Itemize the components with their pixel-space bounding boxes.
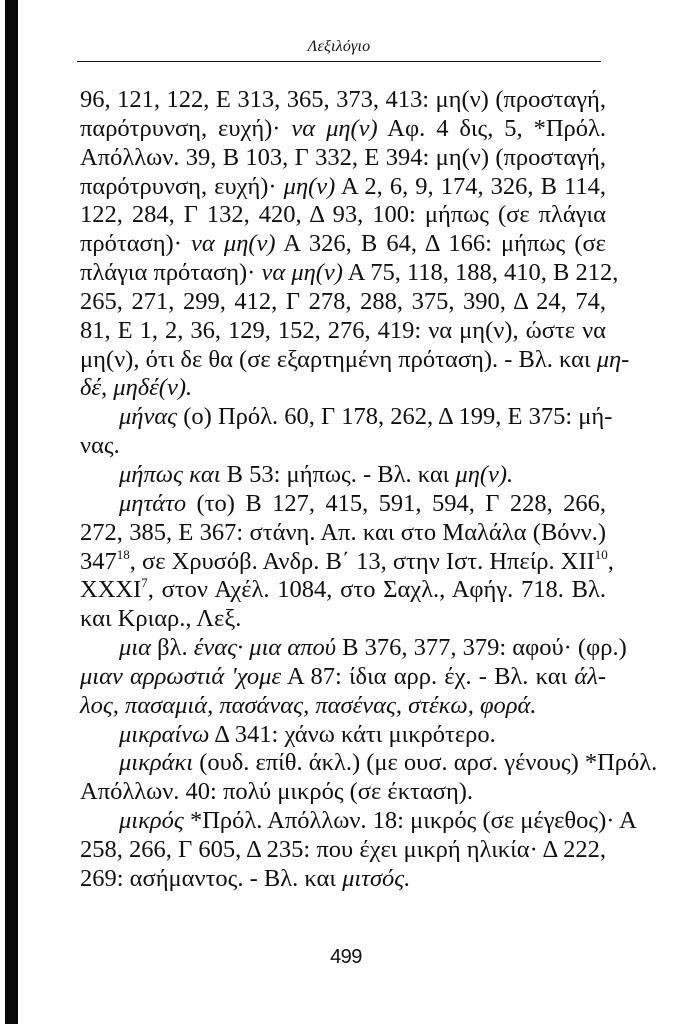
dictionary-entries bbox=[80, 86, 658, 894]
text-line bbox=[80, 663, 606, 692]
italic-term: μητάτο bbox=[119, 489, 187, 517]
italic-term: μη(ν). bbox=[455, 460, 514, 488]
text-run: Α 75, 118, 188, 410, Β 212, bbox=[342, 259, 619, 287]
italic-term: άλ- bbox=[574, 662, 606, 690]
text-line bbox=[80, 490, 606, 519]
text-line bbox=[80, 173, 606, 202]
text-run: Απόλλων. 40: πολύ μικρός (σε έκταση). bbox=[80, 778, 474, 806]
text-line bbox=[80, 374, 606, 403]
italic-term: μια bbox=[119, 634, 151, 662]
text-run: 258, 266, Γ 605, Δ 235: που έχει μικρή ηλικία· Δ 222, bbox=[80, 835, 606, 863]
text-line bbox=[80, 778, 606, 807]
text-run: παρότρυνση, ευχή)· bbox=[80, 114, 292, 142]
italic-term: μικρός bbox=[119, 807, 184, 835]
text-run: Δ 341: χάνω κάτι μικρότερο. bbox=[209, 720, 496, 748]
text-line bbox=[80, 461, 606, 490]
text-line bbox=[80, 519, 606, 548]
italic-term: μη- bbox=[596, 345, 630, 373]
text-run: και Κριαρ., Λεξ. bbox=[80, 605, 242, 633]
text-line bbox=[80, 201, 606, 230]
text-run: Α 87: ίδια αρρ. έχ. - Βλ. και bbox=[281, 662, 575, 690]
text-line bbox=[80, 865, 606, 894]
text-line bbox=[80, 692, 606, 721]
italic-term: μιαν αρρωστιά 'χομε bbox=[80, 662, 282, 690]
text-run: παρότρυνση, ευχή)· bbox=[80, 172, 284, 200]
italic-term: να μη(ν) bbox=[191, 230, 276, 258]
italic-term: μικραίνω bbox=[119, 720, 210, 748]
text-run: μη(ν), ότι δε θα (σε εξαρτημένη πρόταση). - Βλ. και bbox=[80, 345, 597, 373]
text-line bbox=[80, 576, 606, 605]
text-run: (ο) Πρόλ. 60, Γ 178, 262, Δ 199, Ε 375: μή- bbox=[177, 403, 613, 431]
text-run: Α 2, 6, 9, 174, 326, Β 114, bbox=[335, 172, 606, 200]
text-run: Αφ. 4 δις, 5, *Πρόλ. bbox=[377, 114, 606, 142]
text-run: βλ. bbox=[150, 634, 194, 662]
text-line bbox=[80, 749, 658, 778]
text-run: 269: ασήμαντος. - Βλ. και bbox=[80, 864, 343, 892]
text-run: Β 53: μήπως. - Βλ. και bbox=[220, 460, 456, 488]
italic-term: μήπως και bbox=[119, 460, 221, 488]
superscript: 10 bbox=[594, 546, 608, 562]
italic-term: ένας· μια απού bbox=[193, 634, 337, 662]
text-run: Απόλλων. 39, Β 103, Γ 332, Ε 394: μη(ν) (προσταγή, bbox=[80, 143, 606, 171]
text-run: , στον Αχέλ. 1084, στο Σαχλ., Αφήγ. 718. Βλ. bbox=[147, 576, 606, 604]
text-line bbox=[80, 836, 606, 865]
italic-term: μιτσός. bbox=[342, 864, 411, 892]
scan-binding-edge bbox=[5, 0, 18, 1024]
superscript: 18 bbox=[116, 546, 130, 562]
text-run: Β 376, 377, 379: αφού· (φρ.) bbox=[336, 634, 627, 662]
text-line bbox=[80, 259, 619, 288]
text-run: (ουδ. επίθ. άκλ.) (με ουσ. αρσ. γένους) *Πρόλ. bbox=[193, 749, 658, 777]
text-line bbox=[80, 86, 606, 115]
italic-term: μήνας bbox=[119, 403, 178, 431]
text-run: πρόταση)· bbox=[80, 230, 192, 258]
text-run: 347 bbox=[80, 547, 117, 575]
text-line bbox=[80, 807, 637, 836]
text-run: 96, 121, 122, Ε 313, 365, 373, 413: μη(ν) (προσταγή, bbox=[80, 86, 606, 113]
text-line bbox=[80, 634, 627, 663]
page-number: 499 bbox=[330, 946, 362, 968]
superscript: 7 bbox=[141, 575, 148, 591]
text-run: , bbox=[607, 547, 614, 575]
running-head: Λεξιλόγιο bbox=[307, 38, 371, 55]
text-run: ΧΧΧΙ bbox=[80, 576, 142, 604]
text-run: νας. bbox=[80, 432, 120, 460]
text-run: 81, Ε 1, 2, 36, 129, 152, 276, 419: να μη(ν), ώστε να bbox=[80, 316, 606, 344]
text-line bbox=[80, 115, 606, 144]
text-line bbox=[80, 432, 606, 461]
text-line bbox=[80, 546, 614, 577]
text-run: , σε Χρυσόβ. Ανδρ. Β΄ 13, στην Ιστ. Ηπείρ. ΧΙΙ bbox=[129, 547, 595, 575]
italic-term: μη(ν) bbox=[283, 172, 336, 200]
text-line bbox=[80, 288, 606, 317]
text-line bbox=[80, 605, 606, 634]
text-line bbox=[80, 403, 613, 432]
text-run: (το) Β 127, 415, 591, 594, Γ 228, 266, bbox=[186, 489, 606, 517]
text-run: πλάγια πρόταση)· bbox=[80, 259, 262, 287]
italic-term: δέ, μηδέ(ν). bbox=[80, 374, 193, 402]
text-line bbox=[80, 230, 606, 259]
text-run: *Πρόλ. Απόλλων. 18: μικρός (σε μέγεθος)· Α bbox=[183, 807, 637, 835]
italic-term: να μη(ν) bbox=[261, 259, 343, 287]
text-run: 265, 271, 299, 412, Γ 278, 288, 375, 390, Δ 24, 74, bbox=[80, 287, 606, 315]
text-run: 122, 284, Γ 132, 420, Δ 93, 100: μήπως (σε πλάγια bbox=[80, 201, 606, 229]
text-line bbox=[80, 317, 606, 346]
italic-term: να μη(ν) bbox=[291, 114, 378, 142]
text-line bbox=[80, 345, 630, 375]
text-line bbox=[80, 721, 606, 750]
italic-term: λος, πασαμιά, πασάνας, πασένας, στέκω, φορά. bbox=[80, 691, 537, 719]
text-run: Α 326, Β 64, Δ 166: μήπως (σε bbox=[275, 230, 606, 258]
italic-term: μικράκι bbox=[119, 749, 194, 777]
text-line bbox=[80, 144, 606, 173]
header-rule bbox=[77, 61, 601, 62]
text-run: 272, 385, Ε 367: στάνη. Απ. και στο Μαλάλα (Βόνν.) bbox=[80, 518, 606, 546]
